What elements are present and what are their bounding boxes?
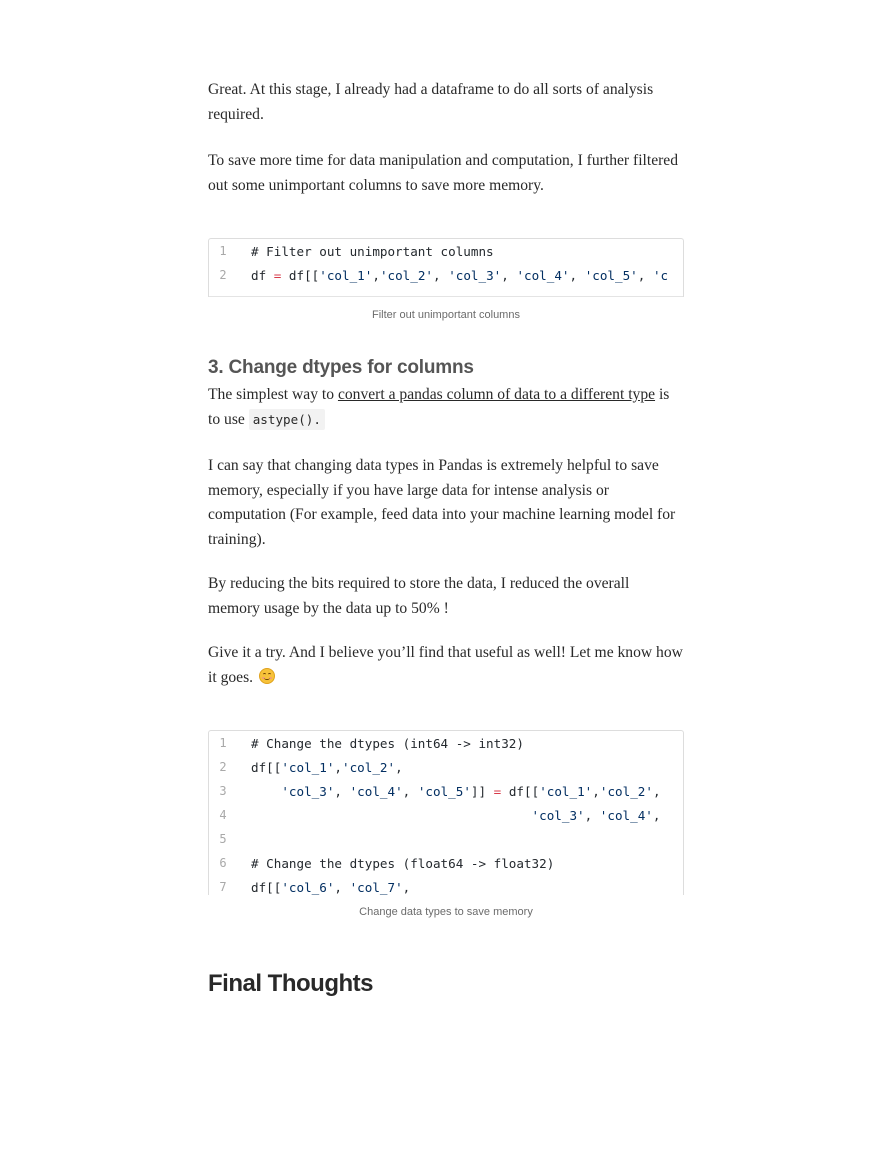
code-token: 'col_4' bbox=[599, 807, 653, 823]
code-token: # Change the dtypes (float64 -> float32) bbox=[251, 855, 555, 871]
code-token: , bbox=[395, 759, 403, 775]
code-token: , bbox=[334, 759, 343, 775]
astype-text-middle: is to use bbox=[208, 386, 670, 428]
code-token: 'col_7' bbox=[349, 879, 403, 895]
code-token: , bbox=[402, 783, 418, 799]
smiling-face-emoji-icon bbox=[259, 668, 275, 684]
code-token: , bbox=[402, 879, 411, 895]
code-line bbox=[209, 779, 683, 803]
give-it-a-try-text: Give it a try. And I believe you’ll find that useful as well! Let me know how it goes. bbox=[208, 644, 683, 686]
code-token bbox=[251, 808, 532, 823]
line-number: 1 bbox=[219, 736, 227, 750]
paragraph-memory-reduction: By reducing the bits required to store the data, I reduced the overall memory usage by the data up to 50% ! bbox=[208, 575, 630, 617]
code-token: 'col_3' bbox=[531, 807, 585, 823]
paragraph-give-it-a-try bbox=[208, 641, 684, 690]
code-token: , bbox=[372, 267, 380, 283]
code-token: 'col_2' bbox=[342, 759, 396, 775]
code-lines bbox=[209, 239, 683, 287]
code-block-filter-columns[interactable] bbox=[208, 238, 684, 297]
caption-filter-columns: Filter out unimportant columns bbox=[372, 309, 520, 321]
code-token: df[[ bbox=[501, 783, 540, 799]
code-token: df[[ bbox=[281, 267, 320, 283]
code-token: df[[ bbox=[251, 759, 282, 775]
code-token: ]] bbox=[470, 783, 494, 799]
code-block-bottom-edge bbox=[209, 288, 683, 297]
code-token: 'col_3' bbox=[281, 783, 335, 799]
code-token: , bbox=[334, 783, 350, 799]
paragraph-astype bbox=[208, 383, 684, 432]
article-body bbox=[208, 78, 684, 998]
code-token: # Filter out unimportant columns bbox=[251, 243, 494, 259]
code-token: = bbox=[273, 267, 282, 283]
code-line bbox=[209, 803, 683, 827]
convert-column-type-link[interactable]: convert a pandas column of data to a different type bbox=[337, 386, 656, 403]
section-heading-final-thoughts: Final Thoughts bbox=[208, 970, 373, 997]
code-line bbox=[209, 851, 683, 875]
code-token: = bbox=[493, 783, 502, 799]
code-token: , bbox=[652, 783, 661, 799]
line-number: 3 bbox=[219, 784, 227, 798]
code-token: , bbox=[334, 879, 350, 895]
paragraph-dataframe-ready: Great. At this stage, I already had a dataframe to do all sorts of analysis required. bbox=[208, 81, 654, 123]
code-lines bbox=[209, 731, 683, 895]
code-token: , bbox=[652, 807, 661, 823]
section-heading-change-dtypes: 3. Change dtypes for columns bbox=[208, 357, 474, 378]
code-token: 'col_1' bbox=[539, 783, 593, 799]
code-line bbox=[209, 263, 683, 287]
code-token: 'col_2' bbox=[379, 267, 434, 283]
code-token: df[[ bbox=[251, 879, 282, 895]
paragraph-filter-columns: To save more time for data manipulation and computation, I further filtered out some unimportant columns to save more memory. bbox=[208, 152, 679, 194]
code-line bbox=[209, 827, 683, 851]
code-text bbox=[243, 784, 683, 799]
caption-change-dtypes: Change data types to save memory bbox=[359, 906, 533, 918]
code-token: , bbox=[592, 783, 600, 799]
code-text bbox=[243, 760, 683, 775]
code-token: , bbox=[637, 267, 653, 283]
line-number: 2 bbox=[219, 268, 227, 282]
code-text bbox=[243, 268, 683, 283]
code-token: 'col_5' bbox=[417, 783, 471, 799]
line-number: 7 bbox=[219, 880, 227, 894]
code-token: 'col_6' bbox=[281, 879, 335, 895]
code-token: 'col_1' bbox=[281, 759, 335, 775]
line-number: 1 bbox=[219, 244, 227, 258]
code-block-change-dtypes[interactable] bbox=[208, 730, 684, 895]
code-text bbox=[243, 856, 683, 871]
code-text bbox=[243, 244, 683, 259]
paragraph-dtype-benefits: I can say that changing data types in Pandas is extremely helpful to save memory, especially if you have large data for intense analysis or computation (For example, feed data into your machine learning model for training). bbox=[208, 457, 676, 548]
code-token: , bbox=[584, 807, 600, 823]
line-number: 4 bbox=[219, 808, 227, 822]
code-token: , bbox=[569, 267, 585, 283]
code-text bbox=[243, 808, 683, 823]
code-line bbox=[209, 239, 683, 263]
code-text bbox=[243, 880, 683, 895]
code-token: 'col_4' bbox=[516, 267, 570, 283]
code-token: 'col_2' bbox=[599, 783, 653, 799]
code-text bbox=[243, 736, 683, 751]
astype-inline-code: astype(). bbox=[249, 409, 325, 430]
astype-text-start: The simplest way to bbox=[208, 386, 338, 403]
code-line bbox=[209, 731, 683, 755]
code-token: , bbox=[501, 267, 517, 283]
code-token: df bbox=[251, 267, 274, 283]
code-token bbox=[251, 784, 281, 799]
code-line bbox=[209, 875, 683, 895]
code-token: 'col_1' bbox=[319, 267, 373, 283]
code-line bbox=[209, 755, 683, 779]
line-number: 5 bbox=[219, 832, 227, 846]
code-token: 'col_5' bbox=[584, 267, 638, 283]
code-token: 'col_4' bbox=[349, 783, 403, 799]
line-number: 6 bbox=[219, 856, 227, 870]
code-token: 'c bbox=[652, 267, 669, 283]
line-number: 2 bbox=[219, 760, 227, 774]
code-token: # Change the dtypes (int64 -> int32) bbox=[251, 735, 524, 751]
code-token: , bbox=[433, 267, 449, 283]
code-token: 'col_3' bbox=[448, 267, 502, 283]
